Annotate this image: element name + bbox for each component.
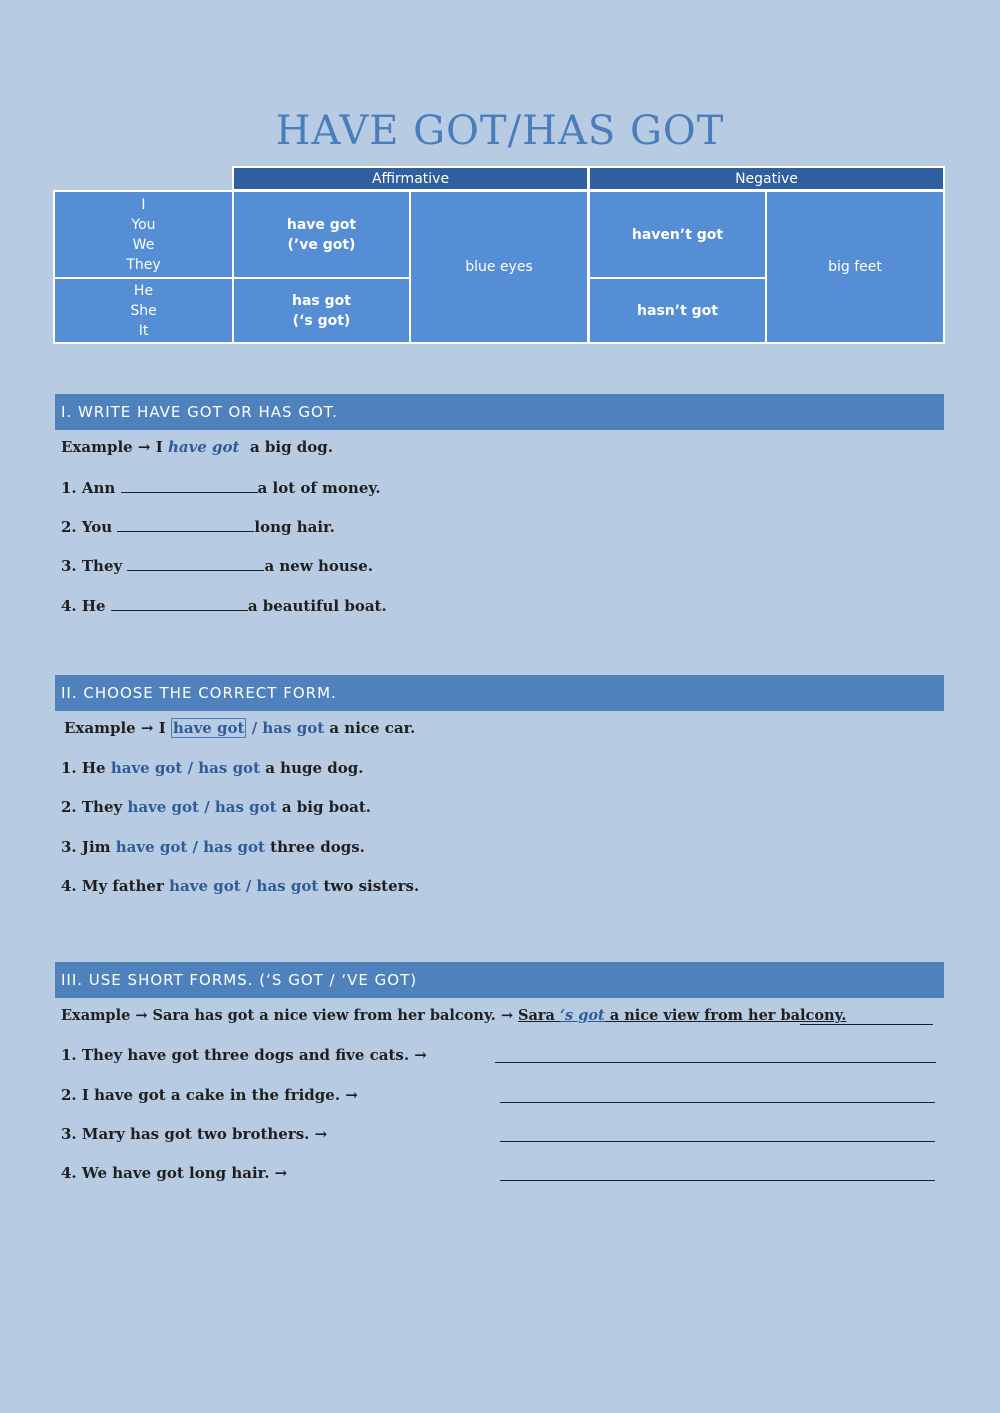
havent-got-cell: haven’t got — [588, 190, 767, 279]
pronoun: He — [133, 282, 154, 299]
has-got-text: has got — [292, 292, 351, 309]
item-text: a beautiful boat. — [247, 597, 387, 615]
pronouns-plural-cell — [53, 190, 234, 279]
example-suffix: a big dog. — [249, 438, 333, 456]
example-answer: have got — [167, 438, 240, 456]
item-text: a big boat. — [276, 798, 372, 816]
item-text: 4. He — [61, 597, 111, 615]
answer-blank[interactable] — [111, 596, 248, 611]
answer-line[interactable] — [495, 1062, 936, 1063]
section3-item: 3. Mary has got two brothers. → — [61, 1125, 328, 1143]
section1-item — [61, 478, 381, 497]
item-text: two sisters. — [318, 877, 420, 895]
example-choice[interactable]: has got — [262, 719, 325, 737]
section3-item: 1. They have got three dogs and five cats. → — [61, 1046, 427, 1064]
has-got-cell — [232, 277, 411, 344]
answer-line[interactable] — [500, 1102, 935, 1103]
pronoun: I — [141, 196, 146, 213]
section3-heading: III. USE SHORT FORMS. (‘S GOT / ‘VE GOT) — [55, 962, 944, 998]
item-text: 4. My father — [61, 877, 170, 895]
section3-item: 4. We have got long hair. → — [61, 1164, 288, 1182]
section2-item — [61, 877, 419, 895]
affirmative-header: Affirmative — [232, 166, 589, 191]
item-text: a new house. — [264, 557, 373, 575]
page-title: HAVE GOT/HAS GOT — [275, 108, 725, 154]
choice-options[interactable]: have got / has got — [169, 877, 319, 895]
choice-options[interactable]: have got / has got — [110, 759, 260, 777]
pronoun: She — [130, 302, 157, 319]
item-text: 3. Jim — [61, 838, 116, 856]
pronoun: You — [131, 216, 156, 233]
section2-item — [61, 759, 363, 777]
hasnt-got-cell: hasn’t got — [588, 277, 767, 344]
section3-item: 2. I have got a cake in the fridge. → — [61, 1086, 358, 1104]
example-answer-part: Sara — [518, 1007, 560, 1024]
section2-example — [64, 719, 415, 737]
section1-item — [61, 556, 373, 575]
item-text: long hair. — [254, 518, 335, 536]
section2-heading: II. CHOOSE THE CORRECT FORM. — [55, 675, 944, 711]
grammar-table — [53, 166, 945, 344]
item-text: 2. They — [61, 798, 128, 816]
answer-line[interactable] — [500, 1141, 935, 1142]
have-got-text: have got — [286, 216, 357, 233]
negative-header: Negative — [588, 166, 945, 191]
section1-item — [61, 517, 335, 536]
example-prefix: Example → I — [64, 719, 171, 737]
pronoun: It — [138, 322, 149, 339]
item-text: 1. He — [61, 759, 111, 777]
example-answer-part: a nice view from her balcony. — [604, 1007, 847, 1024]
example-answer-part: ‘s got — [559, 1007, 605, 1024]
example-suffix: a nice car. — [324, 719, 416, 737]
item-text: 3. They — [61, 557, 128, 575]
have-got-short-text: (’ve got) — [287, 236, 356, 253]
negative-object-cell: big feet — [765, 190, 945, 344]
answer-blank[interactable] — [121, 478, 258, 493]
answer-blank[interactable] — [117, 517, 254, 532]
pronoun: We — [132, 236, 155, 253]
section3-example — [61, 1007, 846, 1024]
example-answer-line — [800, 1024, 933, 1025]
section1-item — [61, 596, 387, 615]
section1-example — [61, 438, 333, 456]
example-text: Example → Sara has got a nice view from her balcony. → — [61, 1007, 519, 1024]
example-choice-selected[interactable]: have got — [172, 719, 245, 737]
section2-item — [61, 838, 365, 856]
has-got-short-text: (‘s got) — [292, 312, 351, 329]
choice-options[interactable]: have got / has got — [127, 798, 277, 816]
item-text: a lot of money. — [257, 479, 381, 497]
answer-blank[interactable] — [127, 556, 264, 571]
section1-heading: I. WRITE HAVE GOT OR HAS GOT. — [55, 394, 944, 430]
affirmative-object-cell: blue eyes — [409, 190, 589, 344]
item-text: 2. You — [61, 518, 118, 536]
example-prefix: Example → I — [61, 438, 168, 456]
item-text: three dogs. — [264, 838, 365, 856]
item-text: 1. Ann — [61, 479, 121, 497]
pronouns-singular-cell — [53, 277, 234, 344]
choice-separator: / — [246, 719, 263, 737]
section2-item — [61, 798, 371, 816]
pronoun: They — [126, 256, 161, 273]
choice-options[interactable]: have got / has got — [115, 838, 265, 856]
have-got-cell — [232, 190, 411, 279]
answer-line[interactable] — [500, 1180, 935, 1181]
item-text: a huge dog. — [260, 759, 364, 777]
